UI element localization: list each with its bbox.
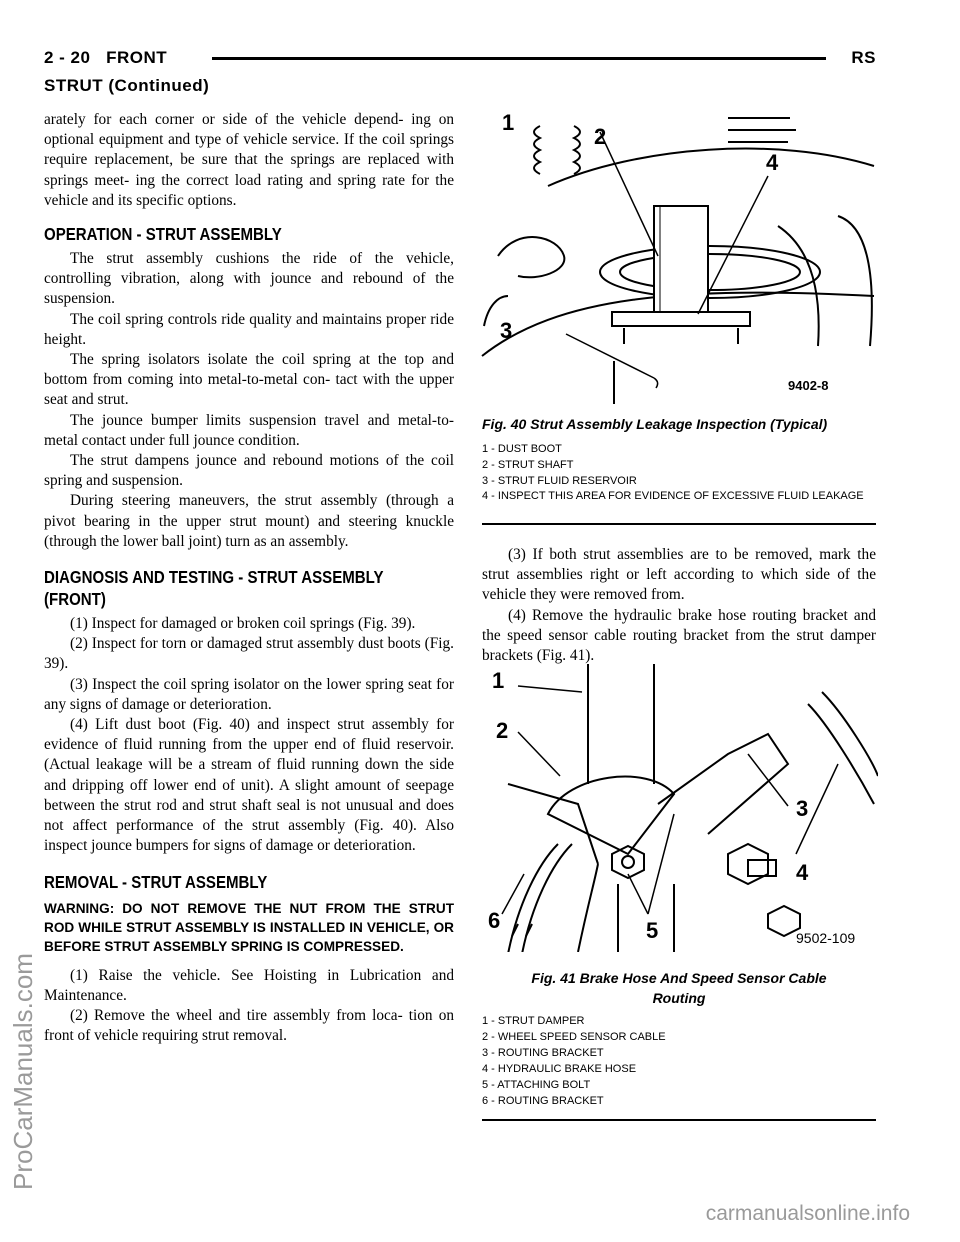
fig41-callout-1: 1: [492, 668, 505, 693]
intro-paragraph: arately for each corner or side of the vehicle depend- ing on optional equipment and type of vehicle service. If the coil springs require replacement, be sure that the springs are replaced with springs meet- ing the correct load rating and spring rate for the vehicle and its specific options.: [44, 111, 454, 209]
fig41-legend-item: 3 - ROUTING BRACKET: [482, 1047, 604, 1059]
fig41-callout-5: 5: [646, 918, 659, 943]
diagnosis-step: (3) Inspect the coil spring isolator on the lower spring seat for any signs of damage or deterioration.: [44, 675, 454, 713]
diagnosis-step: (2) Inspect for torn or damaged strut assembly dust boots (Fig. 39).: [44, 635, 454, 673]
fig41-bottom-rule: [482, 1119, 876, 1121]
operation-paragraph: The strut assembly cushions the ride of the vehicle, controlling vibration, along with jounce and rebound of the suspension.: [44, 250, 454, 308]
fig41-caption-line2: Routing: [652, 990, 706, 1006]
fig40-legend-item: 4 - INSPECT THIS AREA FOR EVIDENCE OF EXCESSIVE FLUID LEAKAGE: [482, 490, 864, 502]
fig41-caption: [482, 968, 876, 1008]
heading-diagnosis: [44, 566, 397, 610]
diagnosis-step: (4) Lift dust boot (Fig. 40) and inspect strut assembly for evidence of fluid running from the upper end of fluid reservoir. (Actual leakage will be a stream of fluid running down the side and dripping off lower end of unit). A slight amount of seepage between the strut rod and strut shaft seal is not unusual and does not affect performance of the strut assembly (Fig. 40). Also inspect jounce bumpers for signs of damage or deterioration.: [44, 716, 454, 855]
header-rule: [212, 57, 826, 60]
diagnosis-step: (1) Inspect for damaged or broken coil springs (Fig. 39).: [70, 615, 416, 633]
side-watermark: ProCarManuals.com: [8, 953, 38, 1190]
fig40-bottom-rule: [482, 523, 876, 525]
heading-removal: REMOVAL - STRUT ASSEMBLY: [44, 871, 268, 892]
fig41-legend-item: 2 - WHEEL SPEED SENSOR CABLE: [482, 1031, 666, 1043]
removal-step: (2) Remove the wheel and tire assembly from loca- tion on front of vehicle requiring strut removal.: [44, 1006, 454, 1045]
page-number-header: 2 - 20 FRONT: [44, 48, 168, 67]
fig41-legend-item: 4 - HYDRAULIC BRAKE HOSE: [482, 1063, 637, 1075]
operation-paragraph: The coil spring controls ride quality and maintains proper ride height.: [44, 310, 454, 348]
fig41-code: 9502-109: [796, 930, 856, 946]
operation-paragraph: The spring isolators isolate the coil spring at the top and bottom from coming into metal-to-metal con- tact with the upper seat and strut.: [44, 351, 454, 409]
heading-diagnosis-line2: (FRONT): [44, 589, 106, 610]
warning-text: WARNING: DO NOT REMOVE THE NUT FROM THE STRUT ROD WHILE STRUT ASSEMBLY IS INSTALLED IN VEHICLE, OR BEFORE STRUT ASSEMBLY SPRING IS COMPRESSED.: [44, 900, 454, 954]
fig40-callout-4: 4: [766, 150, 779, 175]
fig41-legend: [482, 1015, 872, 1111]
heading-operation: OPERATION - STRUT ASSEMBLY: [44, 224, 282, 245]
strut-leakage-drawing: [478, 106, 878, 406]
fig41-callout-3: 3: [796, 796, 809, 821]
footer-watermark: carmanualsonline.info: [705, 1202, 910, 1225]
fig41-callout-4: 4: [796, 860, 809, 885]
section-continued-title: STRUT (Continued): [44, 76, 210, 95]
fig40-callout-1: 1: [502, 110, 515, 135]
removal-step: (3) If both strut assemblies are to be removed, mark the strut assemblies right or left according to which side of the vehicle they were removed from.: [482, 546, 876, 604]
fig40-callout-3: 3: [500, 318, 513, 343]
brake-hose-routing-drawing: [478, 664, 878, 952]
operation-paragraph: During steering maneuvers, the strut assembly (through a pivot bearing in the upper strut mount) and steering knuckle (through the lower ball joint) turn as an assembly.: [44, 492, 454, 550]
fig41-legend-item: 6 - ROUTING BRACKET: [482, 1095, 604, 1107]
operation-paragraph: The jounce bumper limits suspension travel and metal-to-metal contact under full jounce condition.: [44, 411, 454, 449]
fig41-callout-2: 2: [496, 718, 509, 743]
fig40-legend-item: 3 - STRUT FLUID RESERVOIR: [482, 475, 637, 487]
fig40-caption: Fig. 40 Strut Assembly Leakage Inspection (Typical): [482, 416, 828, 432]
manual-code-header: RS: [851, 48, 876, 67]
removal-step: (4) Remove the hydraulic brake hose routing bracket and the speed sensor cable routing bracket from the strut damper brackets (Fig. 41).: [482, 606, 876, 665]
fig40-illustration: [478, 106, 878, 406]
fig41-caption-line1: Fig. 41 Brake Hose And Speed Sensor Cable: [531, 970, 827, 986]
fig41-illustration: [478, 664, 878, 952]
fig41-legend-item: 1 - STRUT DAMPER: [482, 1015, 585, 1027]
fig41-legend-item: 5 - ATTACHING BOLT: [482, 1079, 591, 1091]
fig40-callout-2: 2: [594, 124, 607, 149]
fig40-legend: [482, 443, 872, 505]
fig40-legend-item: 1 - DUST BOOT: [482, 443, 562, 455]
heading-diagnosis-line1: DIAGNOSIS AND TESTING - STRUT ASSEMBLY: [44, 567, 384, 588]
fig40-code: 9402-8: [788, 378, 829, 393]
left-column: [44, 110, 454, 1046]
fig40-legend-item: 2 - STRUT SHAFT: [482, 459, 574, 471]
right-column-text: [482, 545, 876, 666]
removal-step: (1) Raise the vehicle. See Hoisting in Lubrication and Maintenance.: [44, 966, 454, 1004]
fig41-callout-6: 6: [488, 908, 501, 933]
operation-paragraph: The strut dampens jounce and rebound motions of the coil spring and suspension.: [44, 452, 454, 490]
